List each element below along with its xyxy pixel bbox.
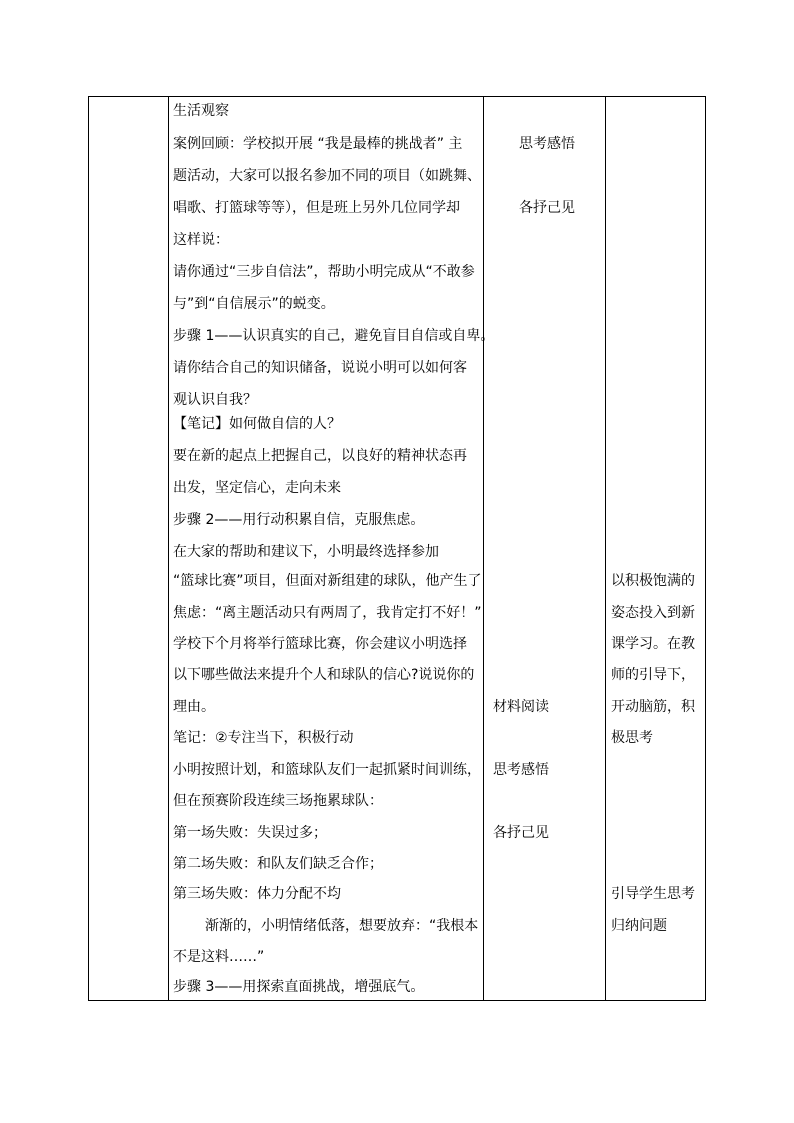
intent-line: 课学习。在教 <box>611 636 695 652</box>
content-line: 要在新的起点上把握自己，以良好的精神状态再 <box>173 448 467 464</box>
content-line: 步骤 3——用探索直面挑战，增强底气。 <box>173 979 425 995</box>
content-line: 以下哪些做法来提升个人和球队的信心?说说你的 <box>173 667 475 683</box>
content-line: 请你结合自己的知识储备，说说小明可以如何客 <box>173 360 467 376</box>
intent-line: 开动脑筋，积 <box>611 699 695 715</box>
intent-line: 极思考 <box>611 730 653 746</box>
column-divider <box>483 97 484 1000</box>
content-line: 渐渐的，小明情绪低落，想要放弃：“我根本 <box>205 918 479 934</box>
content-line: 理由。 <box>173 699 215 715</box>
content-line: 【笔记】如何做自信的人？ <box>173 416 341 432</box>
activity-line: 思考感悟 <box>519 136 575 152</box>
column-divider <box>168 97 169 1000</box>
content-line: 不是这料……” <box>173 949 265 965</box>
content-line: 小明按照计划，和篮球队友们一起抓紧时间训练， <box>173 762 481 778</box>
content-line: 与”到“自信展示”的蜕变。 <box>173 296 335 312</box>
intent-line: 归纳问题 <box>611 918 667 934</box>
content-line: 步骤 1——认识真实的自己，避免盲目自信或自卑。 <box>173 328 495 344</box>
content-line: 第一场失败：失误过多； <box>173 825 327 841</box>
intent-line: 姿态投入到新 <box>611 605 695 621</box>
content-line: 案例回顾：学校拟开展 “我是最棒的挑战者” 主 <box>173 136 463 152</box>
content-line: 但在预赛阶段连续三场拖累球队： <box>173 793 383 809</box>
activity-line: 材料阅读 <box>493 699 549 715</box>
lesson-table <box>88 96 706 1001</box>
content-line: 观认识自我？ <box>173 392 257 408</box>
content-line: 出发，坚定信心，走向未来 <box>173 480 341 496</box>
intent-line: 师的引导下， <box>611 667 695 683</box>
activity-line: 各抒己见 <box>493 825 549 841</box>
content-line: 笔记：②专注当下，积极行动 <box>173 730 354 746</box>
content-line: 学校下个月将举行篮球比赛，你会建议小明选择 <box>173 636 467 652</box>
content-line: 这样说： <box>173 232 229 248</box>
content-line: 第二场失败：和队友们缺乏合作； <box>173 856 383 872</box>
content-line: 生活观察 <box>173 103 229 119</box>
content-line: 在大家的帮助和建议下，小明最终选择参加 <box>173 544 439 560</box>
content-line: “篮球比赛”项目，但面对新组建的球队，他产生了 <box>173 573 482 589</box>
intent-line: 引导学生思考 <box>611 886 695 902</box>
content-line: 请你通过“三步自信法”，帮助小明完成从“不敢参 <box>173 264 475 280</box>
column-divider <box>605 97 606 1000</box>
content-line: 题活动，大家可以报名参加不同的项目（如跳舞、 <box>173 168 481 184</box>
activity-line: 思考感悟 <box>493 762 549 778</box>
content-line: 唱歌、打篮球等等），但是班上另外几位同学却 <box>173 200 460 216</box>
content-line: 第三场失败：体力分配不均 <box>173 886 341 902</box>
intent-line: 以积极饱满的 <box>611 573 695 589</box>
activity-line: 各抒己见 <box>519 200 575 216</box>
content-line: 焦虑：“离主题活动只有两周了，我肯定打不好！” <box>173 605 482 621</box>
content-line: 步骤 2——用行动积累自信，克服焦虑。 <box>173 512 425 528</box>
